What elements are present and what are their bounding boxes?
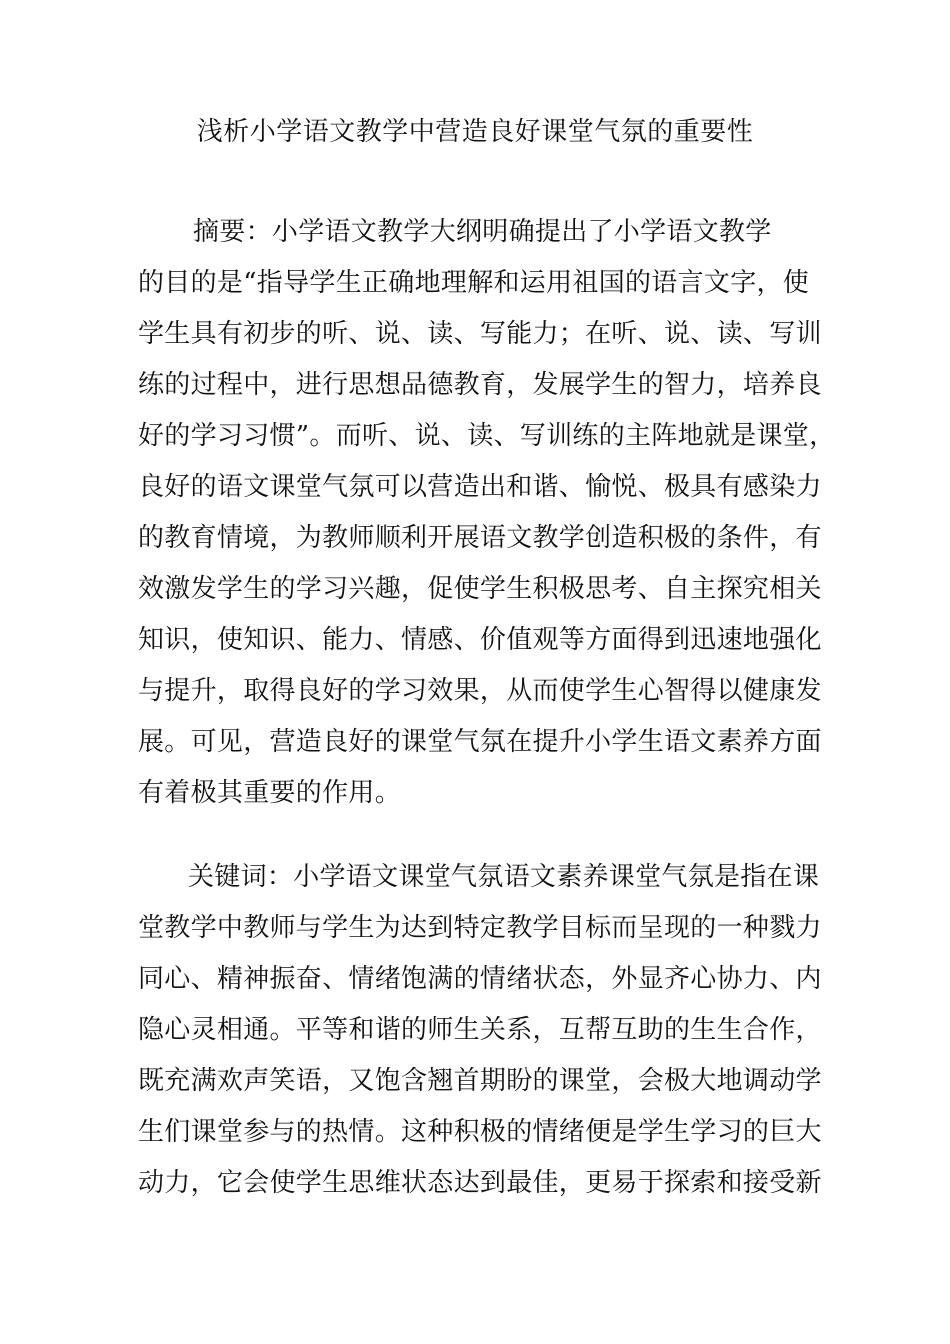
- abstract-line: 练的过程中，进行思想品德教育，发展学生的智力，培养良: [138, 370, 822, 400]
- abstract-line: 知识，使知识、能力、情感、价值观等方面得到迅速地强化: [138, 625, 822, 655]
- keywords-line: 堂教学中教师与学生为达到特定教学目标而呈现的一种戮力: [138, 913, 822, 943]
- keywords-line: 生们课堂参与的热情。这种积极的情绪便是学生学习的巨大: [138, 1117, 822, 1147]
- keywords-line: 动力，它会使学生思维状态达到最佳，更易于探索和接受新: [138, 1168, 822, 1198]
- abstract-line: 的教育情境，为教师顺利开展语文教学创造积极的条件，有: [138, 523, 822, 553]
- document-title: 浅析小学语文教学中营造良好课堂气氛的重要性: [196, 117, 754, 147]
- abstract-line: 有着极其重要的作用。: [138, 778, 402, 808]
- abstract-line: 展。可见，营造良好的课堂气氛在提升小学生语文素养方面: [138, 727, 822, 757]
- abstract-line: 的目的是“指导学生正确地理解和运用祖国的语言文字，使: [138, 268, 810, 298]
- abstract-line: 良好的语文课堂气氛可以营造出和谐、愉悦、极具有感染力: [138, 472, 822, 502]
- abstract-line: 学生具有初步的听、说、读、写能力；在听、说、读、写训: [138, 319, 822, 349]
- keywords-line: 同心、精神振奋、情绪饱满的情绪状态，外显齐心协力、内: [138, 964, 822, 994]
- abstract-line: 效激发学生的学习兴趣，促使学生积极思考、自主探究相关: [138, 574, 822, 604]
- abstract-line: 摘要：小学语文教学大纲明确提出了小学语文教学: [193, 217, 772, 247]
- abstract-line: 与提升，取得良好的学习效果，从而使学生心智得以健康发: [138, 676, 822, 706]
- keywords-line: 隐心灵相通。平等和谐的师生关系，互帮互助的生生合作，: [138, 1015, 822, 1045]
- keywords-line: 关键词：小学语文课堂气氛语文素养课堂气氛是指在课: [188, 862, 820, 892]
- keywords-line: 既充满欢声笑语，又饱含翘首期盼的课堂，会极大地调动学: [138, 1066, 822, 1096]
- abstract-line: 好的学习习惯”。而听、说、读、写训练的主阵地就是课堂，: [138, 421, 836, 451]
